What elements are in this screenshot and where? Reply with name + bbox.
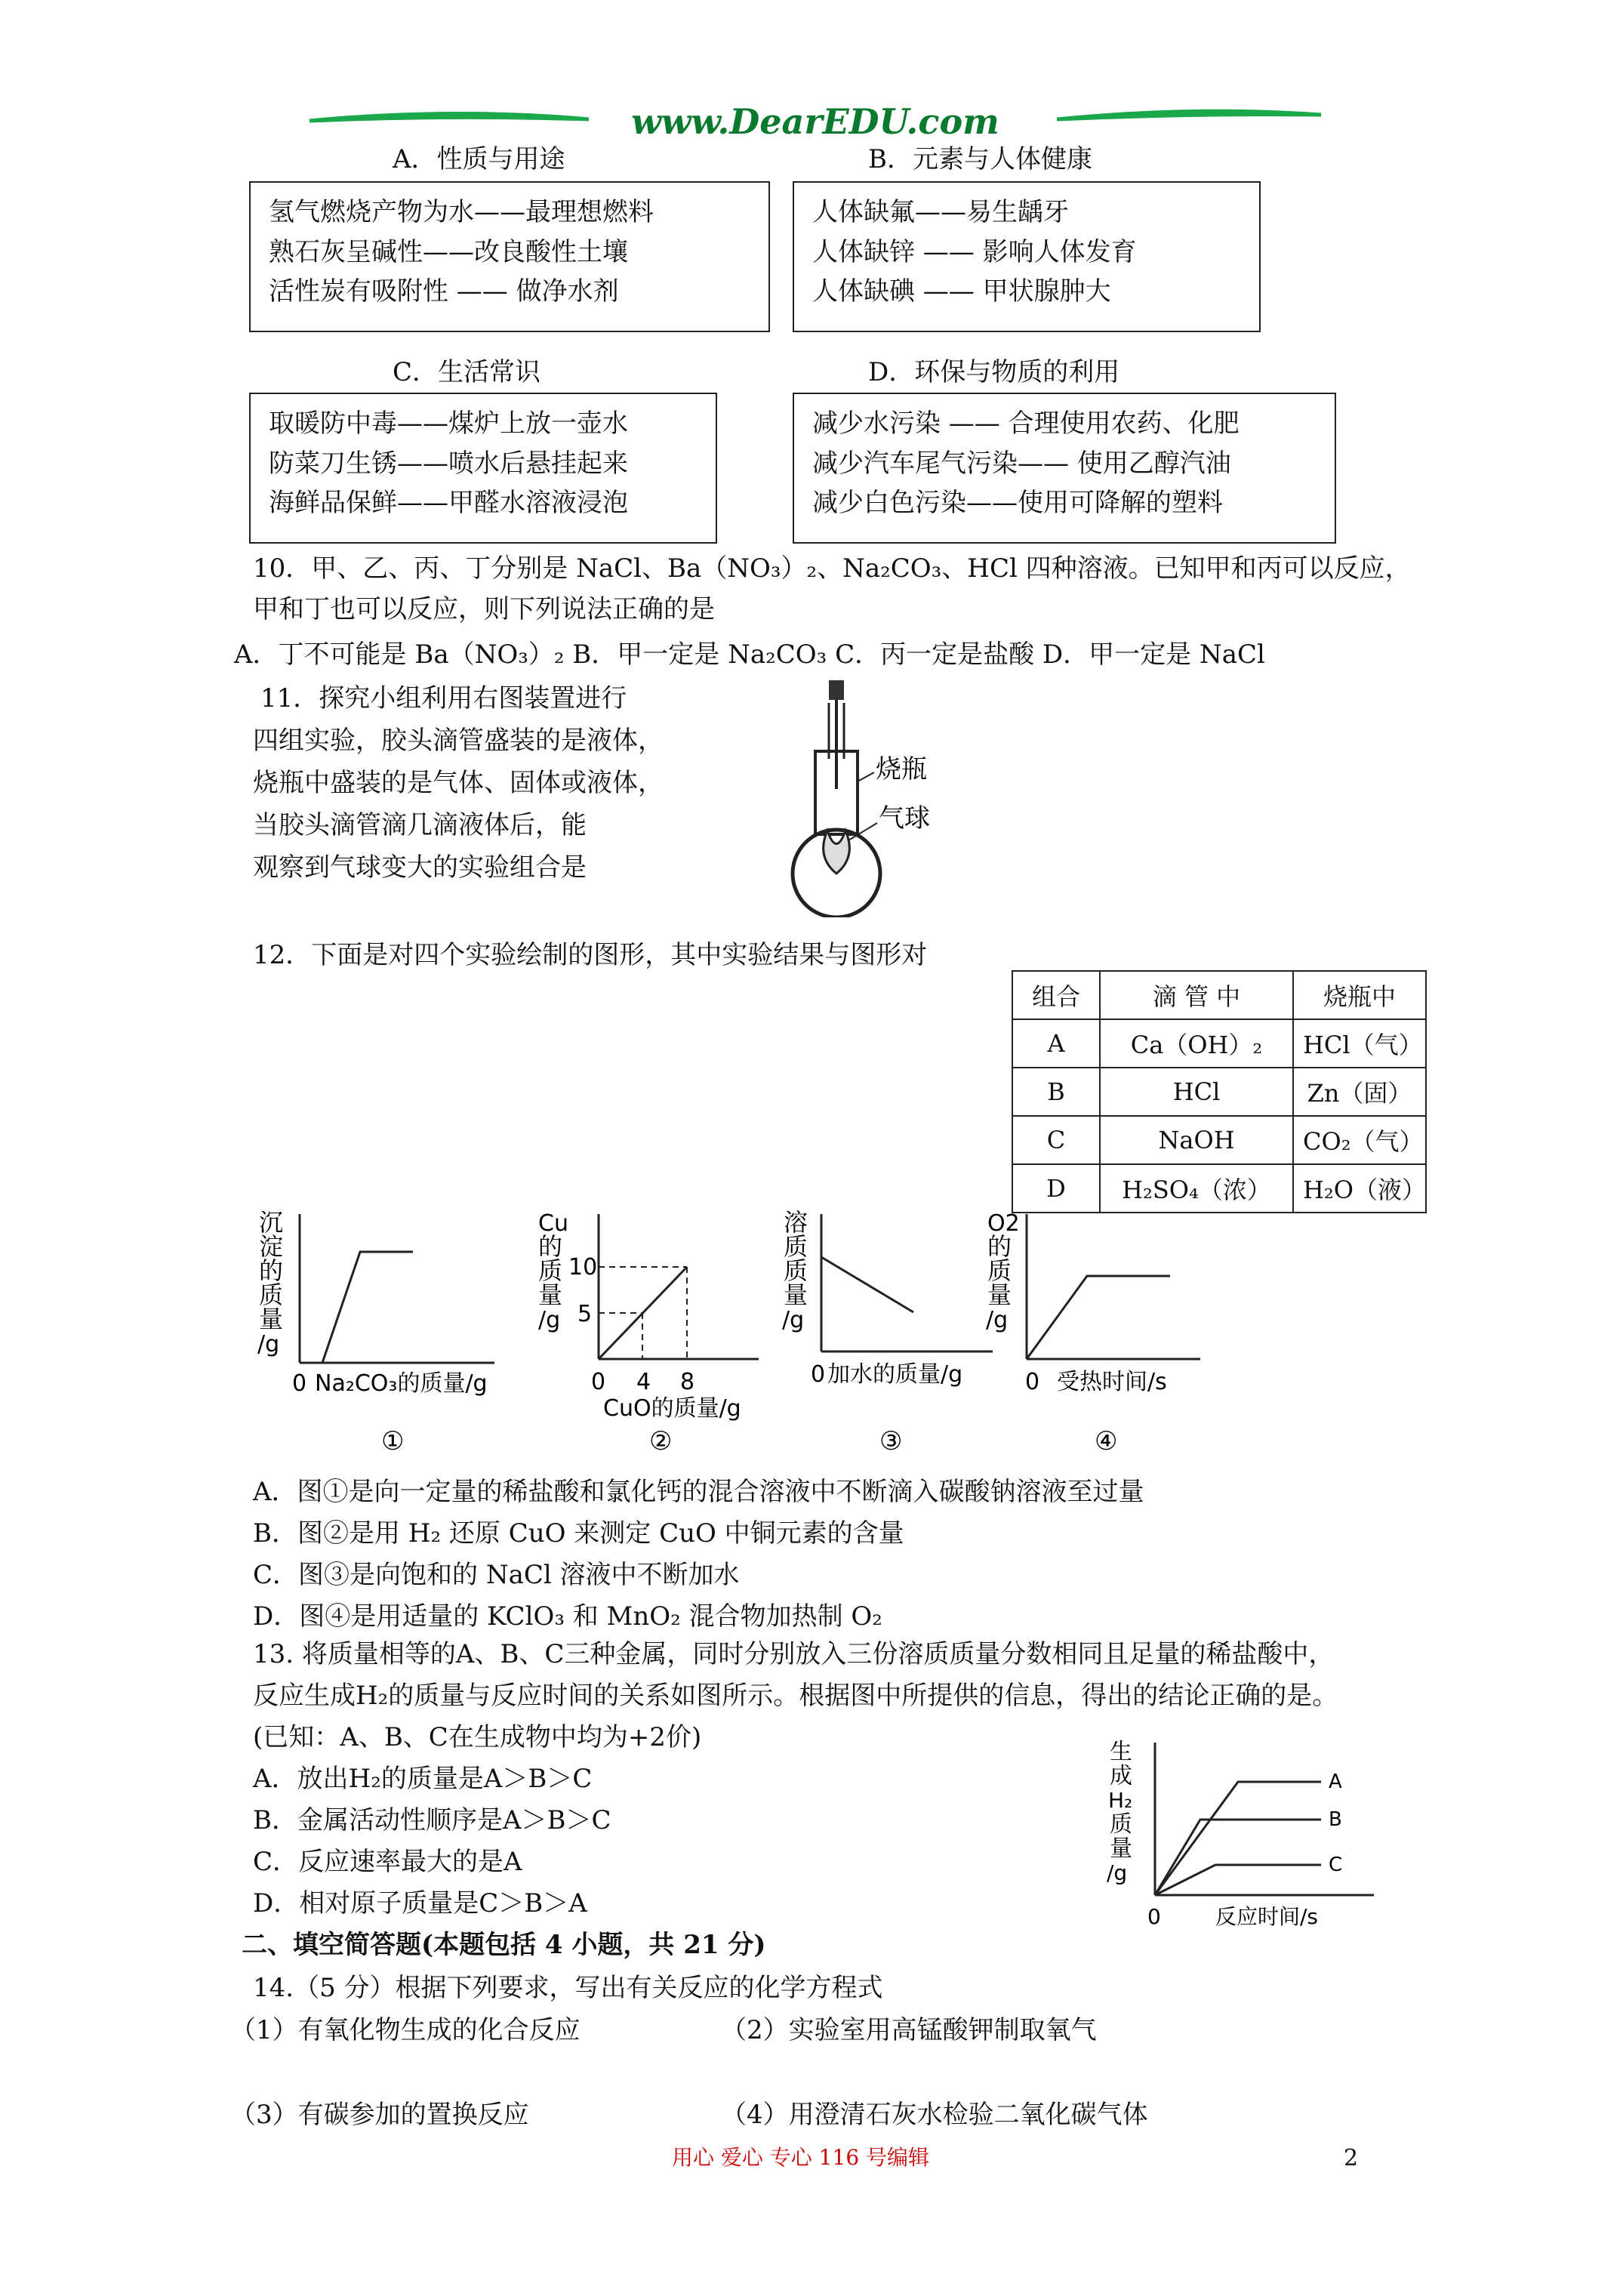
label-balloon: 气球	[879, 803, 930, 834]
q10-line2: 甲和丁也可以反应，则下列说法正确的是	[253, 594, 715, 624]
table-header-row	[1012, 971, 1426, 1019]
swoosh-left	[310, 113, 589, 121]
table-cell: C	[1012, 1116, 1100, 1164]
box-a-line: 氢气燃烧产物为水——最理想燃料	[269, 197, 654, 227]
g2-number: ②	[649, 1426, 673, 1456]
g1-curve	[322, 1252, 413, 1363]
q13g-series-c	[1155, 1865, 1321, 1895]
section-heading: 二、填空简答题(本题包括 4 小题，共 21 分)	[242, 1930, 766, 1960]
g3-ylabel: 溶	[784, 1208, 808, 1237]
g2-tick-x: 4	[636, 1369, 651, 1395]
table-cell: HCl（气）	[1293, 1019, 1426, 1068]
q13-line1: 13. 将质量相等的A、B、C三种金属，同时分别放入三份溶质质量分数相同且足量的稀盐酸中，	[253, 1639, 1335, 1669]
q12-option: C．图③是向饱和的 NaCl 溶液中不断加水	[253, 1560, 740, 1590]
q14-item: （3）有碳参加的置换反应	[230, 2100, 529, 2130]
q14-item: （1）有氧化物生成的化合反应	[230, 2015, 581, 2045]
q13g-ylabel: 量	[1110, 1835, 1132, 1862]
box-b-line: 人体缺锌 —— 影响人体发育	[812, 236, 1137, 267]
g2-origin: 0	[591, 1369, 606, 1395]
q11-line: 观察到气球变大的实验组合是	[253, 852, 587, 883]
box-a-line: 熟石灰呈碱性——改良酸性土壤	[269, 236, 628, 267]
label-line-flask	[858, 772, 874, 781]
g1-ylabel: /g	[257, 1331, 280, 1358]
g4-ylabel: /g	[986, 1307, 1009, 1333]
page-number: 2	[1344, 2145, 1359, 2171]
footer-text: 用心 爱心 专心 116 号编辑	[672, 2145, 930, 2170]
box-c-line: 防菜刀生锈——喷水后悬挂起来	[269, 448, 628, 479]
table-cell: D	[1012, 1164, 1100, 1213]
g4-ylabel: 量	[987, 1281, 1012, 1309]
box-d	[793, 393, 1336, 544]
graph-2	[532, 1208, 774, 1457]
table-cell: H₂O（液）	[1293, 1164, 1426, 1213]
g1-ylabel: 淀	[259, 1232, 284, 1261]
g4-origin: 0	[1025, 1369, 1040, 1395]
q13-option: A．放出H₂的质量是A＞B＞C	[253, 1764, 593, 1794]
header-banner	[302, 98, 1329, 143]
q14-item: （4）用澄清石灰水检验二氧化碳气体	[721, 2100, 1148, 2130]
box-c-title: C．生活常识	[393, 357, 541, 387]
table-row	[1012, 1164, 1426, 1213]
q13-line2: 反应生成H₂的质量与反应时间的关系如图所示。根据图中所提供的信息，得出的结论正确的是。	[253, 1681, 1338, 1711]
q13g-ylabel: 生	[1110, 1739, 1132, 1765]
g3-number: ③	[879, 1426, 903, 1456]
graph-3	[778, 1208, 1004, 1457]
box-c-line: 取暖防中毒——煤炉上放一壶水	[269, 408, 628, 439]
q13g-ylabel: 成	[1110, 1763, 1132, 1789]
q10-line1: 10．甲、乙、丙、丁分别是 NaCl、Ba（NO₃）₂、Na₂CO₃、HCl 四种溶液。已知甲和丙可以反应，	[253, 553, 1411, 584]
g1-ylabel: 量	[259, 1305, 284, 1333]
q13g-series-a	[1155, 1782, 1321, 1895]
g3-ylabel: 质	[784, 1232, 808, 1261]
q13g-origin: 0	[1147, 1904, 1161, 1929]
box-a-title: A．性质与用途	[393, 144, 565, 174]
box-b	[793, 181, 1261, 332]
dropper-bulb	[829, 680, 844, 700]
box-b-title: B．元素与人体健康	[868, 144, 1092, 174]
g1-origin: 0	[292, 1370, 307, 1397]
q12-option: B．图②是用 H₂ 还原 CuO 来测定 CuO 中铜元素的含量	[253, 1518, 904, 1549]
g4-curve	[1027, 1276, 1170, 1359]
q12-line1: 12．下面是对四个实验绘制的图形，其中实验结果与图形对	[253, 940, 928, 970]
box-d-line: 减少汽车尾气污染—— 使用乙醇汽油	[812, 448, 1231, 479]
g4-ylabel: O2	[987, 1210, 1020, 1237]
g1-xlabel: Na₂CO₃的质量/g	[315, 1370, 488, 1397]
label-flask: 烧瓶	[876, 754, 927, 784]
box-a-line: 活性炭有吸附性 —— 做净水剂	[269, 276, 619, 307]
q13g-ylabel: /g	[1107, 1860, 1128, 1885]
table-cell: HCl	[1100, 1068, 1293, 1116]
swoosh-right	[1057, 111, 1321, 119]
table-cell: Zn（固）	[1293, 1068, 1426, 1116]
table-cell: Ca（OH）₂	[1100, 1019, 1293, 1068]
g3-xlabel: 加水的质量/g	[827, 1361, 963, 1388]
table-header: 组合	[1012, 971, 1100, 1019]
g2-xlabel: CuO的质量/g	[603, 1395, 741, 1422]
box-c-line: 海鲜品保鲜——甲醛水溶液浸泡	[269, 488, 628, 518]
table-cell: CO₂（气）	[1293, 1116, 1426, 1164]
g4-number: ④	[1095, 1426, 1118, 1456]
q13-line3: (已知：A、B、C在生成物中均为+2价)	[253, 1722, 702, 1752]
g2-tick-y: 5	[577, 1301, 593, 1327]
box-d-line: 减少白色污染——使用可降解的塑料	[812, 488, 1223, 518]
table-cell: NaOH	[1100, 1116, 1293, 1164]
box-c	[249, 393, 717, 544]
g1-ylabel: 的	[259, 1256, 284, 1285]
q13-option: B．金属活动性顺序是A＞B＞C	[253, 1805, 611, 1835]
q13-option: C．反应速率最大的是A	[253, 1847, 522, 1877]
graph-4	[981, 1208, 1208, 1457]
table-header: 烧瓶中	[1293, 971, 1426, 1019]
g3-ylabel: /g	[782, 1307, 805, 1333]
g2-ylabel: Cu	[538, 1210, 568, 1237]
q14-item: （2）实验室用高锰酸钾制取氧气	[721, 2015, 1097, 2045]
table-header: 滴 管 中	[1100, 971, 1293, 1019]
g3-ylabel: 质	[784, 1256, 808, 1285]
box-a	[249, 181, 770, 332]
q11-line: 烧瓶中盛装的是气体、固体或液体，	[253, 768, 664, 798]
g2-tick-y: 10	[568, 1254, 598, 1281]
q11-line: 11．探究小组利用右图装置进行	[260, 683, 627, 713]
header-site[interactable]: www.DearEDU.com	[631, 101, 999, 142]
g4-ylabel: 质	[987, 1256, 1012, 1285]
g3-ylabel: 量	[784, 1281, 808, 1309]
graph-1	[253, 1208, 525, 1457]
graph-q13	[1102, 1737, 1404, 1971]
g2-ylabel: /g	[538, 1307, 561, 1333]
q11-line: 四组实验，胶头滴管盛装的是液体，	[253, 726, 664, 756]
q10-options: A．丁不可能是 Ba（NO₃）₂ B．甲一定是 Na₂CO₃ C．丙一定是盐酸 D．甲一定是 NaCl	[234, 639, 1265, 670]
table-cell: A	[1012, 1019, 1100, 1068]
q13g-ylabel: H₂	[1108, 1788, 1133, 1813]
balloon	[824, 831, 850, 874]
q13g-series-label: C	[1329, 1854, 1343, 1876]
q13g-series-label: A	[1329, 1771, 1342, 1793]
q13g-ylabel: 质	[1110, 1811, 1132, 1838]
q14-line1: 14.（5 分）根据下列要求，写出有关反应的化学方程式	[253, 1973, 883, 2003]
box-b-line: 人体缺碘 —— 甲状腺肿大	[812, 276, 1111, 307]
g2-ylabel: 量	[538, 1281, 563, 1309]
q12-option: A．图①是向一定量的稀盐酸和氯化钙的混合溶液中不断滴入碳酸钠溶液至过量	[253, 1477, 1144, 1507]
table-cell: B	[1012, 1068, 1100, 1116]
q13-option: D．相对原子质量是C＞B＞A	[253, 1888, 587, 1918]
g2-tick-x: 8	[680, 1369, 695, 1395]
g3-curve	[821, 1257, 913, 1312]
g1-ylabel: 质	[259, 1281, 284, 1309]
box-b-line: 人体缺氟——易生龋牙	[812, 197, 1069, 227]
q13g-xlabel: 反应时间/s	[1215, 1904, 1319, 1929]
q11-line: 当胶头滴管滴几滴液体后，能	[253, 810, 587, 840]
combo-table	[1012, 970, 1427, 1213]
g4-ylabel: 的	[987, 1232, 1012, 1261]
table-row	[1012, 1068, 1426, 1116]
box-d-line: 减少水污染 —— 合理使用农药、化肥	[812, 408, 1240, 439]
flask-apparatus	[785, 676, 1012, 917]
box-d-title: D．环保与物质的利用	[868, 357, 1120, 387]
table-row	[1012, 1116, 1426, 1164]
g2-ylabel: 质	[538, 1256, 563, 1285]
g1-number: ①	[381, 1426, 405, 1456]
g4-xlabel: 受热时间/s	[1057, 1369, 1167, 1395]
table-row	[1012, 1019, 1426, 1068]
g1-ylabel: 沉	[259, 1208, 284, 1237]
q13g-series-label: B	[1329, 1808, 1342, 1831]
table-cell: H₂SO₄（浓）	[1100, 1164, 1293, 1213]
q12-option: D．图④是用适量的 KClO₃ 和 MnO₂ 混合物加热制 O₂	[253, 1601, 882, 1632]
g3-origin: 0	[811, 1361, 826, 1388]
g2-ylabel: 的	[538, 1232, 563, 1261]
